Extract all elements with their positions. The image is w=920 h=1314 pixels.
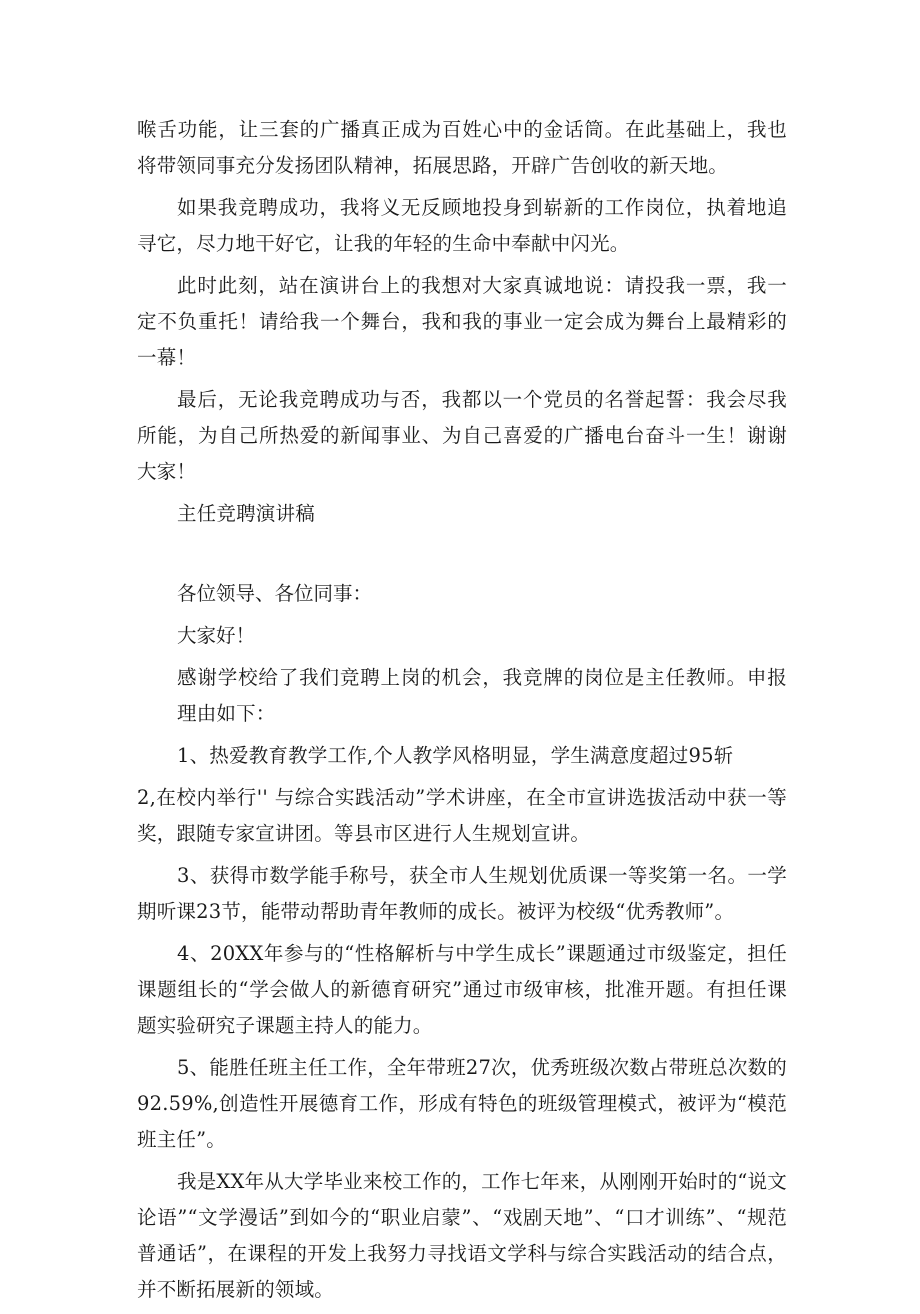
section-title: 主任竞聘演讲稿 (177, 502, 315, 525)
paragraph-oath: 最后，无论我竞聘成功与否，我都以一个党员的名誉起誓：我会尽我所能，为自己所热爱的新闻事业、为自己喜爱的广播电台奋斗一生！谢谢大家！ (137, 388, 787, 483)
intro-paragraph: 感谢学校给了我们竞聘上岗的机会，我竞牌的岗位是主任教师。申报理由如下： (177, 666, 787, 725)
reason-item-4: 4、20XX年参与的“性格解析与中学生成长”课题通过市级鉴定，担任课题组长的“学会做人的新德育研究”通过市级审核，批准开题。有担任课题实验研究子课题主持人的能力。 (137, 942, 787, 1037)
document-body (137, 112, 787, 1314)
reason-item-5: 5、能胜任班主任工作，全年带班27次，优秀班级次数占带班总次数的92.59%,创造性开展德育工作，形成有特色的班级管理模式，被评为“模范班主任”。 (137, 1056, 787, 1151)
closing-paragraph: 我是XX年从大学毕业来校工作的，工作七年来，从刚刚开始时的“说文论语”“文学漫话”到如今的“职业启蒙”、“戏剧天地”、“口才训练”、“规范普通话”，在课程的开发上我努力寻找语文学科与综合实践活动的结合点，并不断拓展新的领域。 (137, 1170, 787, 1301)
salutation: 各位领导、各位同事： (177, 582, 373, 605)
paragraph-commitment: 如果我竞聘成功，我将义无反顾地投身到崭新的工作岗位，执着地追寻它，尽力地干好它，让我的年轻的生命中奉献中闪光。 (137, 196, 787, 255)
greeting: 大家好！ (177, 624, 256, 647)
paragraph-appeal: 此时此刻，站在演讲台上的我想对大家真诚地说：请投我一票，我一定不负重托！请给我一个舞台，我和我的事业一定会成为舞台上最精彩的一幕！ (137, 274, 787, 369)
paragraph-continuation: 喉舌功能，让三套的广播真正成为百姓心中的金话筒。在此基础上，我也将带领同事充分发扬团队精神，拓展思路，开辟广告创收的新天地。 (137, 118, 787, 177)
reason-item-3: 3、获得市数学能手称号，获全市人生规划优质课一等奖第一名。一学期听课23节，能带动帮助青年教师的成长。被评为校级“优秀教师”。 (137, 864, 787, 923)
reason-item-2: 2,在校内举行'' 与综合实践活动”学术讲座，在全市宣讲选拔活动中获一等奖，跟随专家宣讲团。等县市区进行人生规划宣讲。 (137, 786, 787, 845)
reason-item-1: 1、热爱教育教学工作,个人教学风格明显，学生满意度超过95斩 (177, 744, 734, 767)
